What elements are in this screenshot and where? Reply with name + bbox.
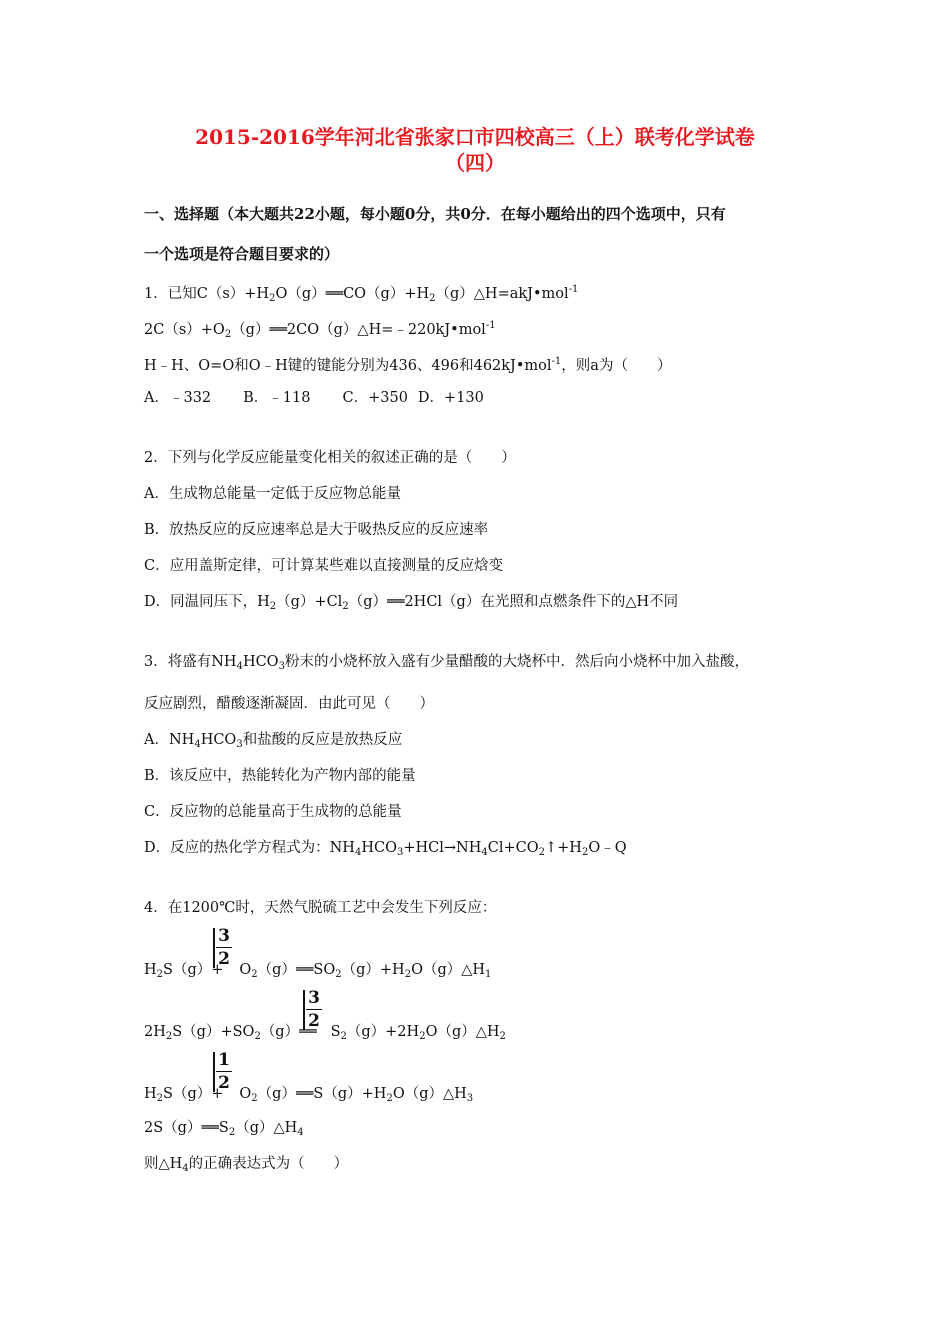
- q1-option-c: C．+350: [342, 390, 408, 406]
- page-title-line2: （四）: [445, 151, 505, 175]
- section-heading: 一、选择题（本大题共22小题，每小题0分，共0分．在每小题给出的四个选项中，只有: [144, 205, 726, 223]
- fraction-three-halves: 3 2: [216, 926, 232, 969]
- q1-option-b: B．﹣118: [243, 390, 311, 406]
- q3-option-c: C．反应物的总能量高于生成物的总能量: [144, 804, 402, 820]
- page-title: 2015-2016学年河北省张家口市四校高三（上）联考化学试卷: [195, 125, 755, 149]
- q1-stem: H﹣H、O=O和O﹣H键的键能分别为436、496和462kJ•mol$^{-1}$，则a为（ ）: [144, 356, 672, 374]
- section-heading-cont: 一个选项是符合题目要求的）: [144, 245, 340, 263]
- q1-option-a: A．﹣332: [144, 390, 212, 406]
- q1-options: [144, 388, 484, 408]
- q4-stem: 4．在1200℃时，天然气脱硫工艺中会发生下列反应：: [144, 900, 497, 916]
- q2-option-c: C．应用盖斯定律，可计算某些难以直接测量的反应焓变: [144, 558, 504, 574]
- q4-reaction-4: $2S(g)══S_2(g)\triangle H_4$: [144, 1120, 304, 1138]
- q3-option-d: D．反应的热化学方程式为：$NH_4HCO_3+HCl\to NH_4Cl+CO_2↑+H_2O﹣Q$: [144, 840, 627, 858]
- fraction-one-half: 1 2: [216, 1050, 232, 1093]
- q3-option-a: A．$NH_4HCO_3$和盐酸的反应是放热反应: [144, 732, 403, 750]
- q3-stem: 3．将盛有$NH_4HCO_3$粉末的小烧杯放入盛有少量醋酸的大烧杯中．然后向小烧杯中加入盐酸，: [144, 654, 749, 672]
- q2-stem: 2．下列与化学反应能量变化相关的叙述正确的是（ ）: [144, 450, 516, 466]
- q2-option-a: A．生成物总能量一定低于反应物总能量: [144, 486, 401, 502]
- q1-option-d: D．+130: [417, 390, 484, 406]
- fraction-three-halves-2: 3 2: [306, 988, 322, 1031]
- q1-equation-2: $2C(s)+O_2(g)══2CO(g)\triangle H=﹣220kJ•mol^{-1}$: [144, 320, 496, 340]
- q4-ask: 则$\triangle H_4$的正确表达式为（ ）: [144, 1156, 349, 1174]
- q4-reaction-2: $2H_2S(g)+SO_2(g)══$ $S_2(g)+2H_2O(g)\triangle H_2$: [144, 1024, 506, 1042]
- q2-option-d: D．同温同压下，$H_2(g)+Cl_2(g)══2HCl(g)$在光照和点燃条件下的△H不同: [144, 594, 679, 612]
- q4-reaction-3: $H_2S(g)+$ $O_2(g)══S(g)+H_2O(g)\triangle H_3$: [144, 1086, 474, 1104]
- q3-option-b: B．该反应中，热能转化为产物内部的能量: [144, 768, 416, 784]
- q1-equation-1: 1．已知$C(s)+H_2O(g)══CO(g)+H_2(g)\triangle H=akJ•mol^{-1}$: [144, 284, 579, 304]
- q2-option-b: B．放热反应的反应速率总是大于吸热反应的反应速率: [144, 522, 489, 538]
- q4-reaction-1: $H_2S(g)+$ $O_2(g)══SO_2(g)+H_2O(g)\triangle H_1$: [144, 962, 492, 980]
- q3-stem-cont: 反应剧烈，醋酸逐渐凝固．由此可见（ ）: [144, 696, 434, 712]
